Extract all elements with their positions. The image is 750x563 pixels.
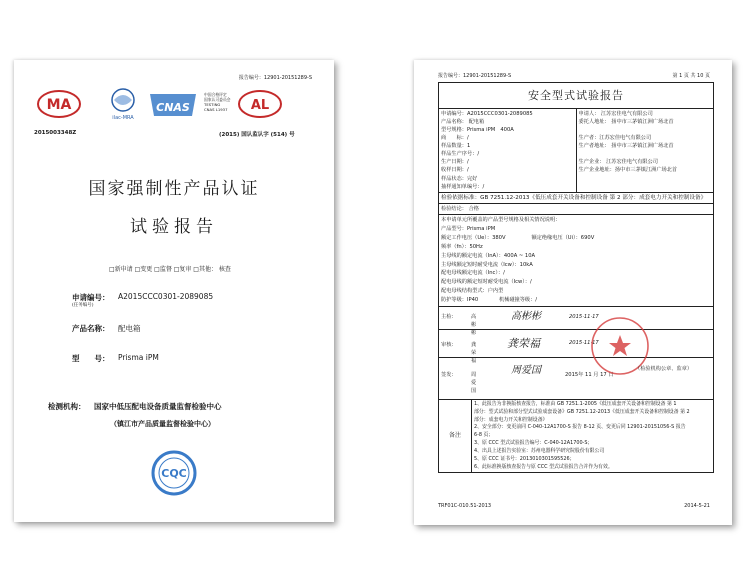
signature-row-inspector	[441, 313, 477, 336]
test-conclusion: 检验结论： 合格	[439, 204, 714, 215]
signature-name: 龚荣福	[471, 341, 477, 364]
field-row	[579, 126, 712, 134]
cnas-caption-line: 国家认可委员会	[204, 97, 231, 103]
field-row: 样品数量：1	[441, 143, 471, 150]
note-line: 6-8 页；	[474, 432, 494, 439]
field-row	[579, 150, 712, 158]
signature-role: 签发：	[441, 371, 457, 378]
product-specs-cell	[439, 215, 714, 306]
notes-cell	[439, 399, 714, 473]
svg-text:MA: MA	[46, 97, 72, 113]
spec-row: 频率（fn）：50Hz	[441, 243, 483, 250]
field-row: 生产企业： 江苏宏佳电气有限公司	[578, 159, 658, 166]
report-title: 安全型式试验报告	[439, 83, 714, 109]
cnas-caption-line: CNAS L1937	[204, 107, 228, 113]
cal-logo-icon	[236, 86, 284, 126]
note-line: 6、此标准换版核查报告与原 CCC 型式试验报告合并作为有效。	[474, 463, 613, 470]
note-line: 部分：型式试验和部分型式试验成套设备》GB 7251.12-2013《低压成套开关设备和控制设备 第 2	[474, 408, 690, 415]
note-line: 2、安全部分：变更前同 C-040-12A1700-S 报告 8-12 页、变更后同 12901-20151056-S 报告	[474, 424, 686, 431]
field-row: 生产者：江苏宏佳电气有限公司	[578, 135, 652, 142]
testing-org-name: 国家中低压配电设备质量监督检验中心	[94, 402, 222, 411]
note-line: 1、此报告为非换版核查报告，标准由 GB 7251.1-2005《低压成套开关设备和控制设备 第 1	[474, 400, 677, 407]
testing-org-label: 检测机构：	[48, 402, 86, 411]
seal-caption: （检验机构公章、监章）	[635, 365, 693, 372]
handwritten-signature-approver: 周爱国	[511, 364, 541, 376]
report-number: 报告编号：12901-20151289-S	[438, 73, 512, 79]
field-row: 生产日期：/	[441, 159, 469, 166]
field-row: 产品名称： 配电箱	[441, 119, 485, 126]
cnas-caption-line: TESTING	[204, 102, 221, 108]
cnas-caption	[204, 92, 231, 113]
form-code: TRF01C-010.51-2013	[438, 503, 492, 509]
certificate-subtitle: 试验报告	[130, 217, 218, 237]
cqc-seal-icon	[150, 449, 198, 501]
certificate-title: 国家强制性产品认证	[88, 179, 260, 199]
ma-certificate-number: 2015003348Z	[34, 130, 77, 136]
signature-role: 审核：	[441, 341, 457, 348]
field-row: 申请人： 江苏宏佳电气有限公司	[578, 111, 653, 118]
signature-date: 2015年 11 月 17 日	[565, 371, 614, 378]
field-row: 申请编号：A2015CCC0301-2089085	[441, 111, 533, 118]
cnas-caption-line: 中国合格评定	[204, 92, 227, 97]
test-basis: 检验依据标准：GB 7251.12-2013《低压成套开关设备和控制设备 第 2 部分：成套电力开关和控制设备》	[439, 192, 714, 204]
signature-row-reviewer	[441, 341, 477, 364]
spec-row: 配电母线额定电流（Inc）：/	[441, 270, 505, 277]
svg-text:CNAS: CNAS	[156, 101, 190, 114]
spec-row: 产品型号：Prisma iPM	[441, 226, 496, 233]
field-row: 商 标：/	[441, 135, 469, 142]
field-row: 生产者地址： 扬中市三茅镇江洲广场北首	[578, 143, 674, 150]
spec-row: 配电母线的额定短时耐受电流（Icw）：/	[441, 279, 532, 286]
cqc-seal-text: CQC	[161, 467, 187, 480]
field-row: 委托人地址： 扬中市三茅镇江洲广场北首	[578, 119, 674, 126]
notes-table	[439, 400, 713, 473]
model-label: 型 号：	[72, 354, 110, 363]
cnas-logo-icon	[146, 86, 200, 126]
note-line: 5、原 CCC 证书号：2013010301595526；	[474, 455, 575, 462]
svg-text:ilac-MRA: ilac-MRA	[112, 115, 134, 121]
product-name: 配电箱	[118, 324, 141, 333]
spec-row: 防护等级：IP40 机械碰撞等级：/	[441, 296, 538, 303]
notes-body	[472, 400, 714, 473]
signature-row-approver	[441, 371, 477, 394]
certificate-cover-page	[14, 60, 334, 522]
note-line: 部分：成套电力开关和控制设备》	[474, 416, 548, 423]
coverage-intro: 本申请单元所覆盖的产品型号规格及相关情况说明：	[441, 217, 561, 224]
spec-row: 配电母线结构型式：户内型	[441, 288, 504, 295]
field-row: 收样日期：/	[441, 167, 469, 174]
task-number-label: (任务编号)	[72, 303, 94, 308]
spec-row: 主母线额定短时耐受电流（Icw）：10kA	[441, 261, 533, 268]
report-table	[438, 82, 714, 473]
testing-org-alt-name: （镇江市产品质量监督检验中心）	[110, 419, 215, 428]
report-number: 报告编号：12901-20151289-S	[238, 75, 312, 81]
spec-row: 主母线的额定电流（InA）：400A ~ 10A	[441, 252, 536, 259]
divider	[439, 357, 713, 358]
product-name-label: 产品名称：	[72, 324, 110, 333]
ma-logo-icon	[36, 86, 82, 126]
application-number: A2015CCC0301-2089085	[118, 292, 214, 301]
spec-row: 额定工作电压（Ue）：380V 额定绝缘电压（Ui）：690V	[441, 235, 595, 242]
field-row: 抽样通知单编号：/	[441, 183, 485, 190]
form-date: 2014-5-21	[684, 503, 710, 509]
svg-text:AL: AL	[250, 98, 270, 113]
applicant-info-cell	[576, 109, 714, 193]
model-value: Prisma iPM	[118, 353, 159, 362]
test-report-page	[414, 60, 732, 525]
handwritten-signature-inspector: 高彬彬	[511, 310, 541, 322]
note-line: 3、原 CCC 型式试验报告编号：C-040-12A1700-S；	[474, 440, 593, 447]
page-indicator: 第 1 页 共 10 页	[672, 73, 710, 79]
application-number-label: 申请编号：	[72, 293, 110, 302]
field-row: 生产企业地址：扬中市三茅镇江洲广场北首	[578, 167, 678, 174]
signature-name: 高彬彬	[471, 313, 477, 336]
cal-accreditation-number: (2015) 国认监认字 (514) 号	[219, 132, 295, 138]
signature-date: 2015·11·17	[569, 339, 599, 346]
divider	[439, 329, 713, 330]
note-line: 4、出具上述报告实验室：苏州电器科学研究院股份有限公司	[474, 447, 605, 454]
signature-role: 主检：	[441, 313, 457, 320]
field-row: 样品生产序号：/	[441, 151, 480, 158]
sample-info-cell	[439, 109, 577, 193]
application-type-checkboxes: □新申请 □变更 □监督 □复审 □其他： 核查	[109, 266, 231, 273]
signature-date: 2015·11·17	[569, 313, 599, 320]
handwritten-signature-reviewer: 龚荣福	[507, 336, 540, 350]
signature-cell	[439, 306, 714, 399]
signature-name: 周爱国	[471, 371, 477, 394]
notes-label: 备注	[439, 400, 472, 473]
field-row: 型号规格：Prisma iPM 400A	[441, 127, 514, 134]
field-row: 样品状态：完好	[441, 175, 478, 182]
ilac-mra-logo-icon	[106, 86, 140, 126]
